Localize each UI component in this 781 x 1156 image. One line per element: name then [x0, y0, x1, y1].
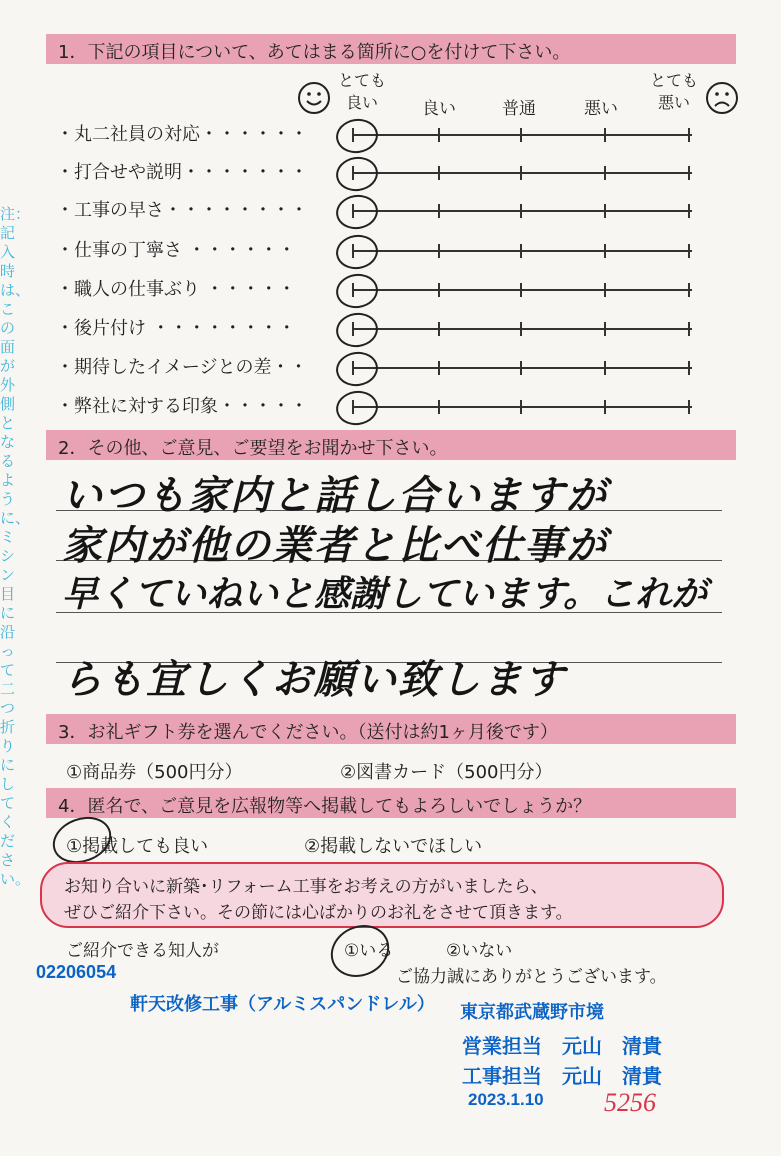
rating-tick-4[interactable] [604, 400, 606, 414]
rating-tick-5[interactable] [688, 361, 690, 375]
q1-item-label: ・打合せや説明・・・・・・・ [56, 162, 308, 183]
rating-tick-3[interactable] [520, 322, 522, 336]
q2-header [46, 430, 736, 460]
rating-tick-2[interactable] [438, 400, 440, 414]
q1-header [46, 34, 736, 64]
hand-drawn-circle-mark [334, 310, 380, 350]
rating-scale-line [352, 367, 692, 369]
rating-tick-5[interactable] [688, 283, 690, 297]
rating-scale-line [352, 328, 692, 330]
q1-item-label: ・工事の早さ・・・・・・・・ [56, 200, 308, 221]
referral-label: ご紹介できる知人が [66, 941, 219, 961]
rating-scale-line [352, 134, 692, 136]
rating-tick-4[interactable] [604, 361, 606, 375]
hand-drawn-circle-mark [334, 116, 380, 156]
hand-drawn-circle-mark [334, 154, 380, 194]
rating-tick-3[interactable] [520, 204, 522, 218]
rating-scale-line [352, 210, 692, 212]
q3-title: 3．お礼ギフト券を選んでください。（送付は約1ヶ月後です） [58, 722, 558, 743]
location-stamp: 東京都武蔵野市境 [460, 1002, 604, 1022]
sales-rep-stamp: 営業担当 元山 清貴 [462, 1036, 662, 1058]
q1-title: 1．下記の項目について、あてはまる箇所に○を付けて下さい。 [58, 42, 571, 63]
rating-tick-5[interactable] [688, 204, 690, 218]
q4-title: 4．匿名で、ご意見を広報物等へ掲載してもよろしいでしょうか？ [58, 796, 592, 817]
hand-drawn-circle-mark [334, 388, 380, 428]
rating-tick-2[interactable] [438, 283, 440, 297]
handwriting-line-2: 家内が他の業者と比べ仕事が [62, 523, 608, 569]
notice-line-1: お知り合いに新築･リフォーム工事をお考えの方がいましたら、 [64, 877, 548, 897]
rating-tick-3[interactable] [520, 400, 522, 414]
hand-drawn-circle-mark [334, 271, 380, 311]
handwritten-number: 5256 [604, 1088, 656, 1117]
construction-rep-stamp: 工事担当 元山 清貴 [462, 1066, 662, 1088]
rating-scale-line [352, 289, 692, 291]
referral-notice-box [40, 862, 724, 928]
rating-tick-5[interactable] [688, 166, 690, 180]
rating-scale-line [352, 406, 692, 408]
q3-header [46, 714, 736, 744]
rating-tick-4[interactable] [604, 204, 606, 218]
rating-tick-4[interactable] [604, 283, 606, 297]
q1-item-label: ・弊社に対する印象・・・・・ [56, 396, 308, 417]
rating-tick-4[interactable] [604, 128, 606, 142]
rating-scale-line [352, 172, 692, 174]
q4-option-deny[interactable]: ②掲載しないでほしい [304, 836, 483, 857]
q1-item-label: ・丸二社員の対応・・・・・・ [56, 124, 308, 145]
scale-very-bad: とても 悪い [650, 71, 699, 112]
rating-tick-2[interactable] [438, 204, 440, 218]
q4-header [46, 788, 736, 818]
q1-item-label: ・仕事の丁寧さ ・・・・・・ [56, 240, 296, 261]
handwriting-line-3: 早くていねいと感謝しています。これが [62, 574, 708, 615]
rating-tick-5[interactable] [688, 322, 690, 336]
frown-face-icon [704, 80, 740, 116]
work-type-stamp: 軒天改修工事（アルミスパンドレル） [130, 994, 435, 1014]
rating-tick-3[interactable] [520, 361, 522, 375]
rating-tick-3[interactable] [520, 166, 522, 180]
date-stamp: 2023.1.10 [468, 1090, 544, 1109]
hand-drawn-circle-mark [334, 349, 380, 389]
handwriting-line-4: らも宜しくお願い致します [62, 657, 566, 703]
q1-item-label: ・期待したイメージとの差・・ [56, 357, 308, 378]
rating-tick-3[interactable] [520, 128, 522, 142]
rating-tick-2[interactable] [438, 128, 440, 142]
referral-option-no[interactable]: ②いない [446, 941, 513, 961]
customer-code-stamp: 02206054 [36, 962, 117, 982]
rating-tick-4[interactable] [604, 322, 606, 336]
rating-tick-2[interactable] [438, 244, 440, 258]
rating-tick-3[interactable] [520, 244, 522, 258]
rating-tick-4[interactable] [604, 244, 606, 258]
rating-tick-5[interactable] [688, 128, 690, 142]
hand-drawn-circle-mark [334, 232, 380, 272]
q1-item-label: ・職人の仕事ぶり ・・・・・ [56, 279, 296, 300]
q3-option-book-card[interactable]: ②図書カード（500円分） [340, 762, 553, 783]
scale-normal: 普通 [502, 99, 536, 119]
rating-tick-2[interactable] [438, 166, 440, 180]
rating-tick-2[interactable] [438, 361, 440, 375]
rating-tick-5[interactable] [688, 400, 690, 414]
smile-face-icon [296, 80, 332, 116]
handwriting-line-1: いつも家内と話し合いますが [62, 473, 608, 519]
q4-option-allow[interactable]: ①掲載しても良い [66, 836, 209, 857]
scale-very-good: とても 良い [338, 71, 387, 112]
scale-good: 良い [422, 99, 456, 119]
hand-drawn-circle-mark [334, 192, 380, 232]
thanks-message: ご協力誠にありがとうございます。 [396, 967, 667, 987]
rating-tick-2[interactable] [438, 322, 440, 336]
rating-scale-line [352, 250, 692, 252]
q3-option-gift-card[interactable]: ①商品券（500円分） [66, 762, 243, 783]
scale-bad: 悪い [584, 99, 618, 119]
side-instruction-text: 注：記入時は、この面が外側となるように、ミシン目に沿って二つ折りにしてください。 [0, 205, 31, 888]
rating-tick-3[interactable] [520, 283, 522, 297]
rating-tick-5[interactable] [688, 244, 690, 258]
q2-title: 2．その他、ご意見、ご要望をお聞かせ下さい。 [58, 438, 448, 459]
notice-line-2: ぜひご紹介下さい。その節には心ばかりのお礼をさせて頂きます。 [64, 903, 573, 923]
referral-option-yes[interactable]: ①いる [344, 941, 394, 961]
q1-item-label: ・後片付け ・・・・・・・・ [56, 318, 296, 339]
rating-tick-4[interactable] [604, 166, 606, 180]
